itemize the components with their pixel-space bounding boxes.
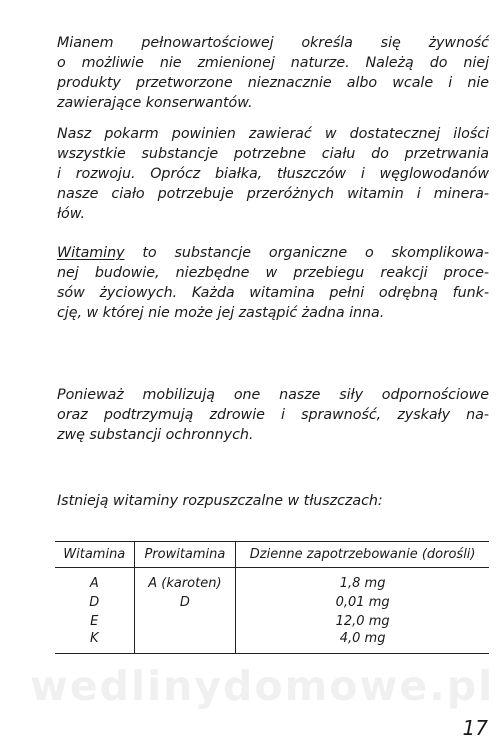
text-line: Ponieważ mobilizują one nasze siły odpornościowe [57,387,489,403]
cell-provitamin [134,631,236,654]
cell-daily-requirement: 0,01 mg [236,593,489,612]
fat-soluble-vitamins-table [55,541,489,654]
cell-provitamin: D [134,593,236,612]
text-line: nej budowie, niezbędne w przebiegu reakcji proce- [57,265,489,281]
text-line: wszystkie substancje potrzebne ciału do przetrwania [57,146,489,162]
table-row [55,593,489,612]
text-fragment: to substancje organiczne o skomplikowa- [124,245,489,261]
text-line: oraz podtrzymują zdrowie i sprawność, zyskały na- [57,407,489,423]
table-header-row [55,542,489,568]
text-line: zawierające konserwantów. [57,95,253,111]
column-header-provitamin: Prowitamina [134,542,236,568]
cell-vitamin: D [89,595,100,610]
paragraph-vitamins-definition [57,243,489,323]
cell-vitamin: E [90,614,99,629]
cell-daily-requirement: 1,8 mg [236,574,489,593]
text-line: i rozwoju. Oprócz białka, tłuszczów i węglowodanów [57,166,489,182]
table-row [55,574,489,593]
vitamins-term: Witaminy [57,245,125,261]
table-row [55,612,489,631]
watermark: wedlinydomowe.pl [30,662,495,710]
cell-daily-requirement: 12,0 mg [236,612,489,631]
paragraph-nutrients [57,124,489,224]
column-header-vitamin: Witamina [55,542,134,568]
text-line: Istnieją witaminy rozpuszczalne w tłuszczach: [57,493,383,509]
cell-vitamin: K [55,631,134,654]
paragraph-wholesome-food [57,33,489,113]
cell-provitamin [134,612,236,631]
cell-vitamin: A [89,576,99,591]
text-line: produkty przetworzone nieznacznie albo wcale i nie [57,75,489,91]
text-line: nasze ciało potrzebuje przeróżnych witamin i minera- [57,186,489,202]
text-line: łów. [57,206,85,222]
text-line: Nasz pokarm powinien zawierać w dostatecznej ilości [57,126,489,142]
text-line: o możliwie nie zmienionej naturze. Należą do niej [57,55,489,71]
cell-daily-requirement: 4,0 mg [236,631,489,654]
page-number: 17 [462,716,488,740]
text-line [57,243,489,263]
table-intro [57,491,489,511]
text-line: cję, w której nie może jej zastąpić żadna inna. [57,305,385,321]
cell-provitamin: A (karoten) [134,574,236,593]
text-line: Mianem pełnowartościowej określa się żywność [57,35,489,51]
text-line: sów życiowych. Każda witamina pełni odrębną funk- [57,285,489,301]
table-row [55,631,489,654]
text-line: zwę substancji ochronnych. [57,427,254,443]
column-header-daily-requirement: Dzienne zapotrzebowanie (dorośli) [236,542,489,568]
paragraph-protective-substances [57,385,489,445]
